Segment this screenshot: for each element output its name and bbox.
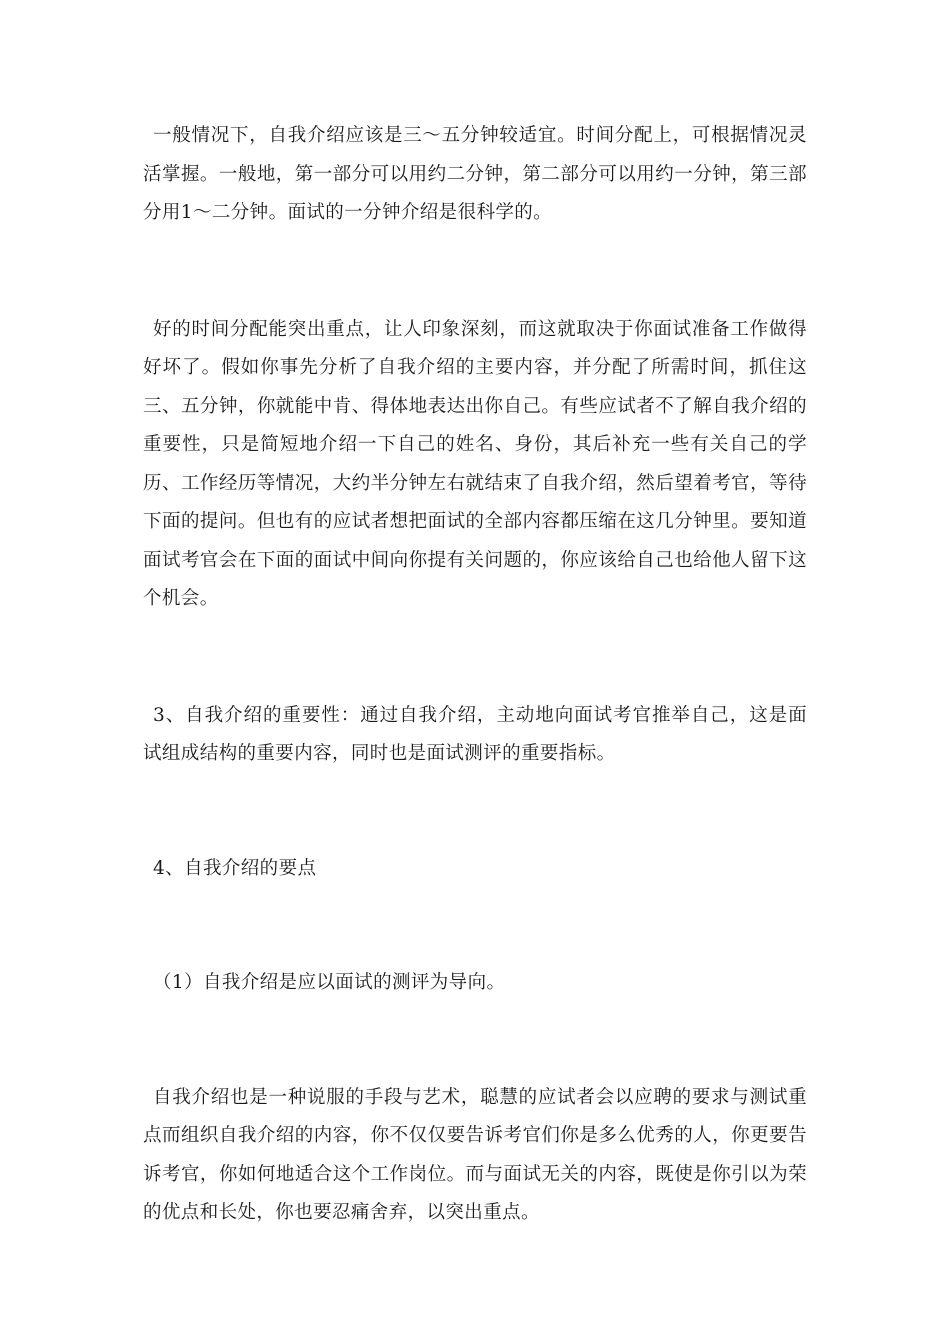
heading-key-points: 4、自我介绍的要点	[153, 857, 317, 879]
paragraph-time-emphasis: 好的时间分配能突出重点，让人印象深刻，而这就取决于你面试准备工作做得好坏了。假如你事先分析了自我介绍的主要内容，并分配了所需时间，抓住这三、五分钟，你就能中肯、得体地表达出你自己。有些应试者不了解自我介绍的重要性，只是简短地介绍一下自己的姓名、身份，其后补充一些有关自己的学历、工作经历等情况，大约半分钟左右就结束了自我介绍，然后望着考官，等待下面的提问。但也有的应试者想把面试的全部内容都压缩在这几分钟里。要知道面试考官会在下面的面试中间向你提有关问题的，你应该给自己也给他人留下这个机会。	[143, 318, 807, 609]
paragraph-time-allocation: 一般情况下，自我介绍应该是三～五分钟较适宜。时间分配上，可根据情况灵活掌握。一般地，第一部分可以用约二分钟，第二部分可以用约一分钟，第三部分用1～二分钟。面试的一分钟介绍是很科学的。	[143, 125, 807, 223]
document-body	[143, 117, 807, 1233]
paragraph-persuasion: 自我介绍也是一种说服的手段与艺术，聪慧的应试者会以应聘的要求与测试重点而组织自我介绍的内容，你不仅仅要告诉考官们你是多么优秀的人，你更要告诉考官，你如何地适合这个工作岗位。而与面试无关的内容，既使是你引以为荣的优点和长处，你也要忍痛舍弃，以突出重点。	[143, 1086, 807, 1223]
paragraph-importance: 3、自我介绍的重要性：通过自我介绍，主动地向面试考官推举自己，这是面试组成结构的重要内容，同时也是面试测评的重要指标。	[143, 704, 807, 764]
subheading-point-1: （1）自我介绍是应以面试的测评为导向。	[153, 972, 506, 993]
